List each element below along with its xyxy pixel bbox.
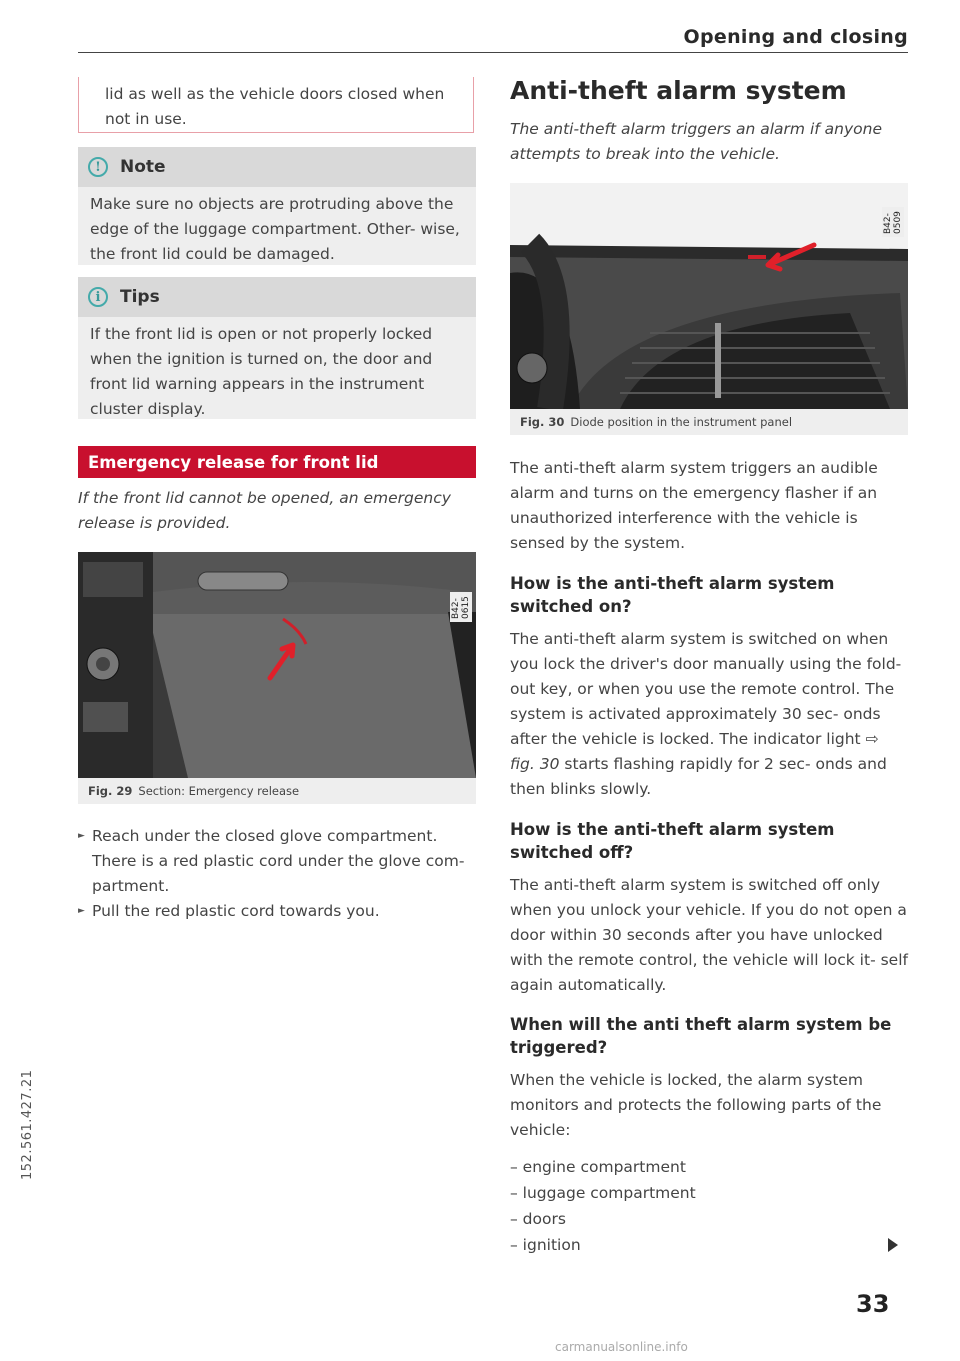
protected-parts-list <box>510 1154 890 1258</box>
emergency-step-2: ► Pull the red plastic cord towards you. <box>78 899 476 924</box>
dashboard-illustration <box>510 183 908 409</box>
figure-29-label: Fig. 29 <box>88 784 133 798</box>
paragraph-switched-on <box>510 627 908 802</box>
figure-30-caption-text: Diode position in the instrument panel <box>570 415 793 429</box>
section-title-emergency: Emergency release for front lid <box>78 446 476 478</box>
glovebox-illustration <box>78 552 476 778</box>
tips-box <box>78 277 476 419</box>
heading-triggered: When will the anti theft alarm system be triggered? <box>510 1015 892 1057</box>
note-title: Note <box>120 157 166 177</box>
paragraph-switched-on-b: starts flashing rapidly for 2 sec- onds and then blinks slowly. <box>510 755 887 798</box>
emergency-intro: If the front lid cannot be opened, an emergency release is provided. <box>78 489 451 532</box>
running-header: Opening and closing <box>683 26 908 48</box>
section-title-alarm: Anti-theft alarm system <box>510 76 847 105</box>
paragraph-switched-on-a: The anti-theft alarm system is switched on when you lock the driver's door manually using the fold-out key, or when you use the remote control. The system is activated approximately 30 sec- onds after the vehicle is locked. The indicator light <box>510 630 902 748</box>
part-ignition: – ignition <box>510 1236 581 1254</box>
warning-continuation <box>78 77 474 133</box>
figure-30-image <box>510 183 908 409</box>
heading-switched-on: How is the anti-theft alarm system switched on? <box>510 574 835 616</box>
figure-30-code: B42-0509 <box>882 207 904 237</box>
note-header <box>78 147 476 187</box>
paragraph-switched-off: The anti-theft alarm system is switched off only when you unlock your vehicle. If you do not open a door within 30 seconds after you have unlocked with the remote control, the vehicle will lock it- self again automatically. <box>510 876 908 994</box>
fig-ref-arrow-icon: ⇨ <box>865 730 879 748</box>
figure-30-caption <box>510 409 908 435</box>
tips-header <box>78 277 476 317</box>
alarm-paragraph-1: The anti-theft alarm system triggers an audible alarm and turns on the emergency flasher if an unauthorized interference with the vehicle is sensed by the system. <box>510 459 878 552</box>
info-icon: i <box>88 287 108 307</box>
tips-text: If the front lid is open or not properly locked when the ignition is turned on, the door and front lid warning appears in the instrument cluster display. <box>90 325 433 418</box>
continue-arrow-icon <box>888 1238 898 1252</box>
note-text: Make sure no objects are protruding above the edge of the luggage compartment. Other- wise, the front lid could be damaged. <box>90 195 460 263</box>
paragraph-triggered: When the vehicle is locked, the alarm system monitors and protects the following parts of the vehicle: <box>510 1071 882 1139</box>
figure-29-image <box>78 552 476 778</box>
part-doors: – doors <box>510 1210 566 1228</box>
exclamation-icon: ! <box>88 157 108 177</box>
figure-29-caption-text: Section: Emergency release <box>138 784 300 798</box>
heading-switched-off: How is the anti-theft alarm system switched off? <box>510 820 835 862</box>
document-code: 152.561.427.21 <box>20 1069 35 1180</box>
header-rule <box>78 52 908 53</box>
tips-title: Tips <box>120 287 160 307</box>
warning-text: lid as well as the vehicle doors closed when not in use. <box>105 85 445 128</box>
figure-29-code: B42-0615 <box>450 592 472 622</box>
page-number: 33 <box>856 1290 890 1318</box>
alarm-intro: The anti-theft alarm triggers an alarm if anyone attempts to break into the vehicle. <box>510 120 882 163</box>
fig-30-reference[interactable]: fig. 30 <box>510 755 560 773</box>
watermark: carmanualsonline.info <box>555 1340 688 1354</box>
figure-29-caption <box>78 778 476 804</box>
part-luggage: – luggage compartment <box>510 1184 696 1202</box>
part-engine: – engine compartment <box>510 1158 686 1176</box>
note-box <box>78 147 476 265</box>
emergency-step-1: ► Reach under the closed glove compartment. There is a red plastic cord under the glove com- partment. <box>78 824 476 899</box>
emergency-steps <box>78 824 476 924</box>
figure-30-label: Fig. 30 <box>520 415 565 429</box>
